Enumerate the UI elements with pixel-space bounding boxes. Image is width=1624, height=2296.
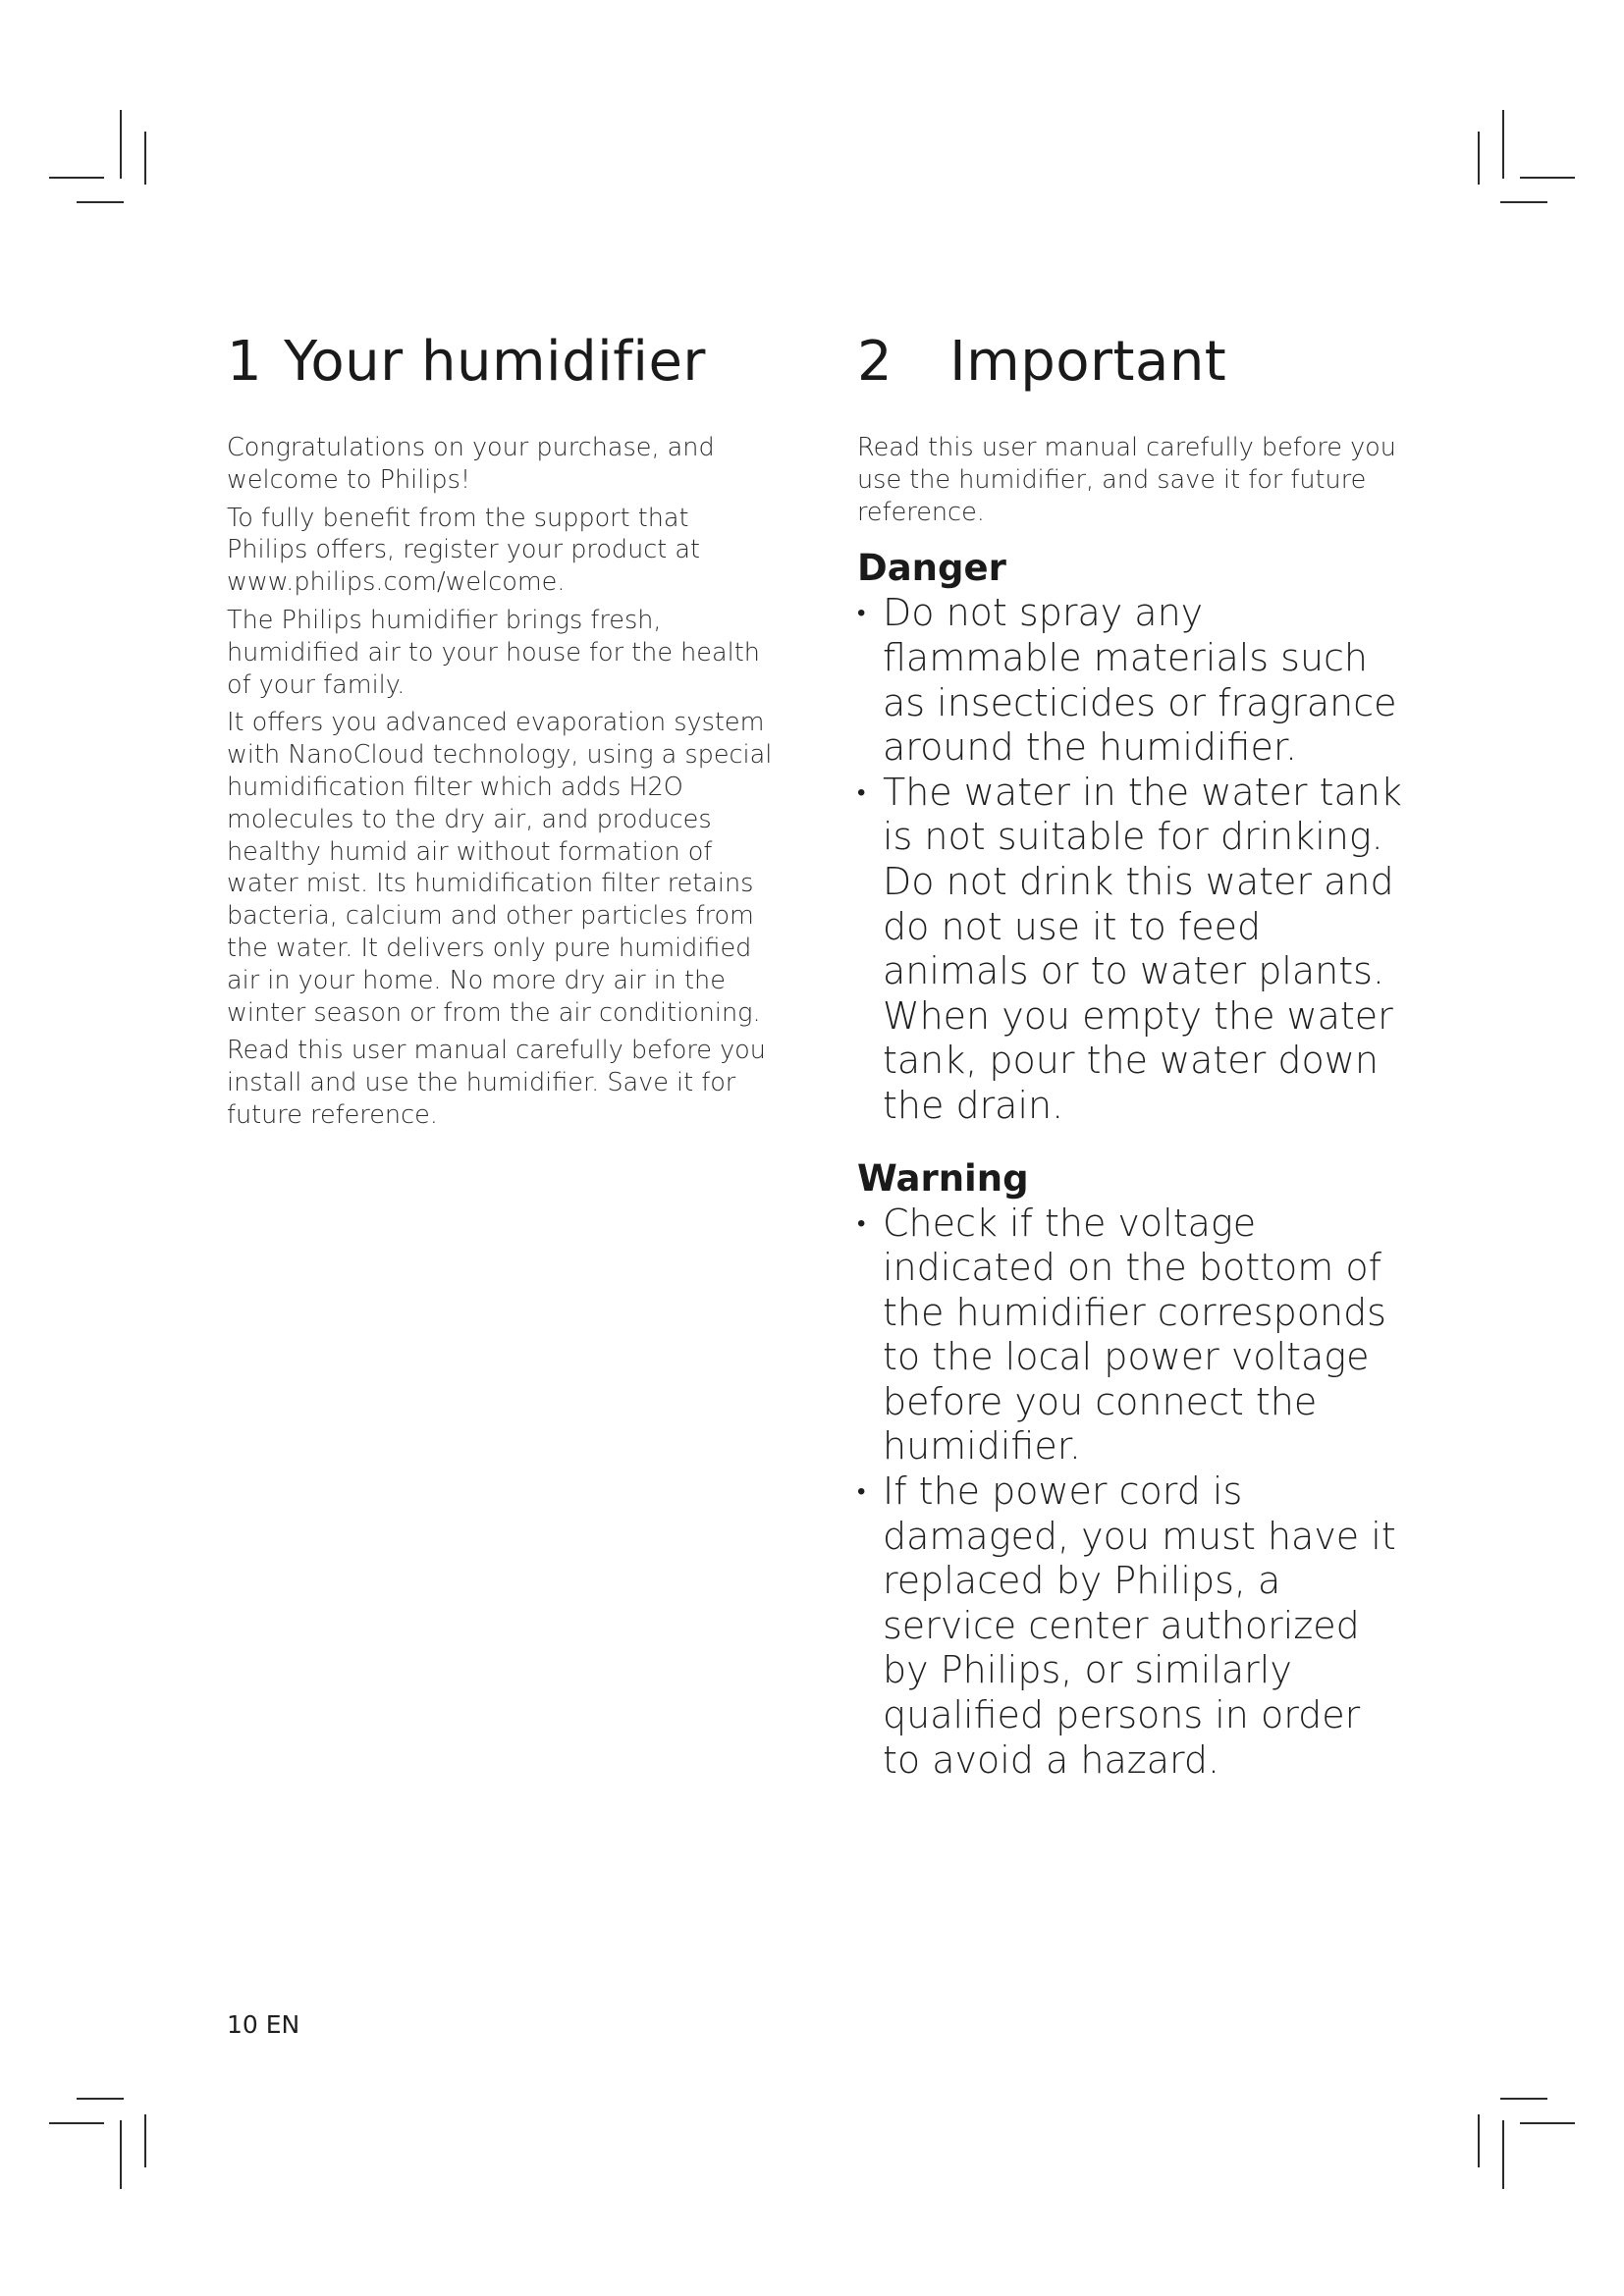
- warning-item-text: If the power cord is damaged, you must have it replaced by Philips, a service center authorized by Philips, or similarly qualified persons in order to avoid a hazard.: [883, 1469, 1396, 1782]
- warning-heading: Warning: [857, 1156, 1029, 1200]
- danger-item-text: The water in the water tank is not suitable for drinking. Do not drink this water and do not use it to feed animals or to water plants. When you empty the water tank, pour the water down the drain.: [883, 770, 1402, 1127]
- list-item: [857, 1469, 1407, 1783]
- language-code: EN: [265, 2010, 300, 2039]
- list-item: [857, 771, 1407, 1129]
- page-number: 10: [227, 2010, 258, 2039]
- paragraph-fresh-air: The Philips humidifier brings fresh, humidified air to your house for the health of your family.: [227, 605, 760, 700]
- list-item: [857, 591, 1407, 770]
- bullet-icon: •: [857, 1477, 866, 1506]
- bullet-icon: •: [857, 1208, 866, 1237]
- section-number: 1: [227, 329, 263, 394]
- danger-heading: Danger: [857, 547, 1006, 590]
- paragraph-read-manual: Read this user manual carefully before you install and use the humidifier. Save it for future reference.: [227, 1036, 766, 1130]
- bullet-icon: •: [857, 777, 866, 806]
- paragraph-register: To fully benefit from the support that Philips offers, register your product at www.philips.com/welcome.: [227, 503, 701, 598]
- danger-block: [857, 546, 1407, 1128]
- danger-item-text: Do not spray any flammable materials such as insecticides or fragrance around the humidifier.: [883, 591, 1397, 770]
- important-content: [857, 432, 1407, 1783]
- list-item: [857, 1201, 1407, 1470]
- important-intro: Read this user manual carefully before you use the humidifier, and save it for future reference.: [857, 433, 1396, 527]
- section-number: 2: [857, 329, 893, 394]
- bullet-icon: •: [857, 599, 866, 627]
- danger-list: [857, 591, 1407, 1128]
- section-title-your-humidifier: [227, 330, 706, 394]
- paragraph-congratulations: Congratulations on your purchase, and welcome to Philips!: [227, 433, 715, 495]
- warning-list: [857, 1201, 1407, 1784]
- warning-item-text: Check if the voltage indicated on the bottom of the humidifier corresponds to the local power voltage before you connect the humidifier.: [883, 1201, 1386, 1468]
- section-title-text: Important: [949, 329, 1227, 394]
- warning-block: [857, 1156, 1407, 1784]
- section-title-important: [857, 330, 1226, 394]
- intro-text: [227, 432, 777, 1138]
- paragraph-evaporation: It offers you advanced evaporation system with NanoCloud technology, using a special humidification filter which adds H2O molecules to the dry air, and produces healthy humid air without formation of water mist. Its humidification filter retains bacteria, calcium and other particles from the water. It delivers only pure humidified air in your home. No more dry air in the winter season or from the air conditioning.: [227, 708, 773, 1028]
- section-title-text: Your humidifier: [284, 329, 706, 394]
- page-footer: [227, 2010, 299, 2039]
